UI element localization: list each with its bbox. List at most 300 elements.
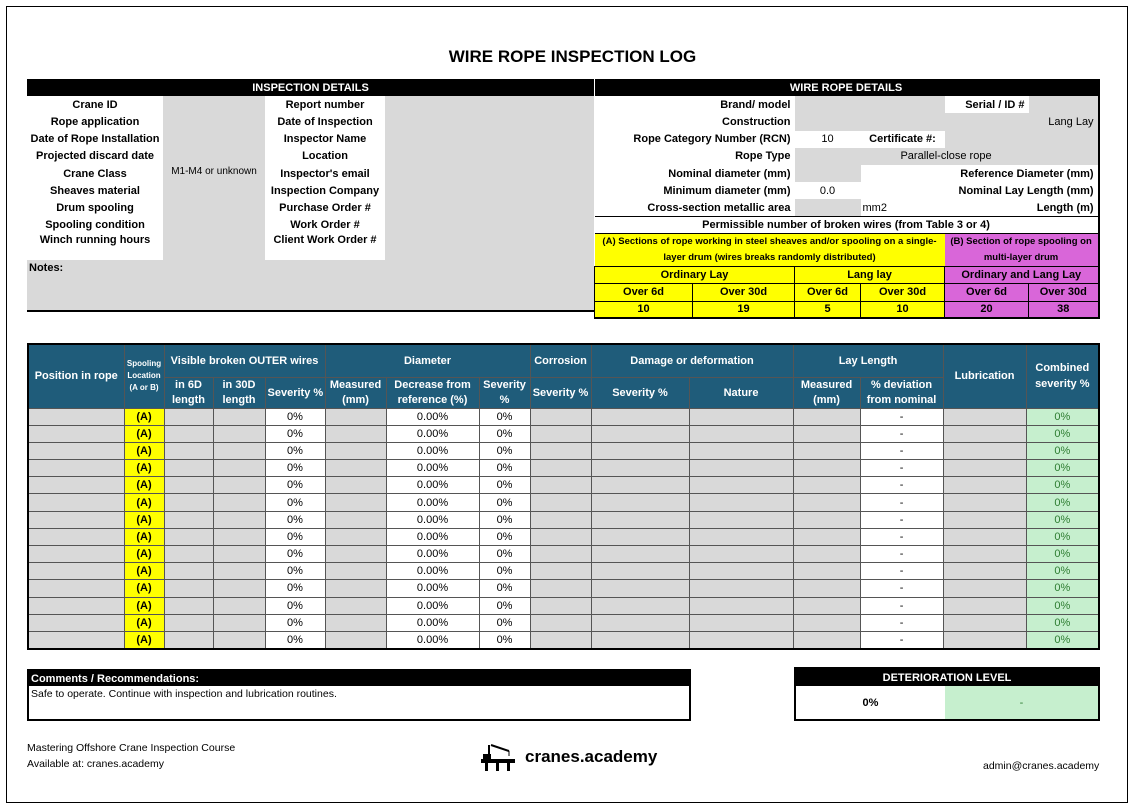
spooling-cell: (A) <box>124 494 164 511</box>
spooling-cell: (A) <box>124 408 164 425</box>
damage-severity-cell[interactable] <box>591 511 689 528</box>
cross-section-unit: mm2 <box>862 201 887 214</box>
crane-class-value: M1-M4 or unknown <box>171 166 257 178</box>
damage-severity-cell[interactable] <box>591 580 689 597</box>
col-corrosion: Corrosion <box>530 344 591 377</box>
inspection-details-table <box>27 79 594 312</box>
position-cell[interactable] <box>28 494 124 511</box>
diameter-severity-cell: 0% <box>479 631 530 648</box>
diameter-severity-cell: 0% <box>479 460 530 477</box>
position-cell[interactable] <box>28 597 124 614</box>
spooling-cell: (A) <box>124 546 164 563</box>
position-cell[interactable] <box>28 528 124 545</box>
label-inspector-name: Inspector Name <box>283 133 367 146</box>
section-b-text: (B) Section of rope spooling on multi-layer drum <box>945 234 1099 267</box>
decrease-cell: 0.00% <box>386 597 479 614</box>
nature-cell[interactable] <box>689 546 793 563</box>
in30d-cell[interactable] <box>213 477 265 494</box>
label-cross-section: Cross-section metallic area <box>647 201 791 214</box>
deterioration-value: 0% <box>862 696 879 709</box>
in6d-cell[interactable] <box>164 597 213 614</box>
col-decrease: Decrease from reference (%) <box>386 377 479 408</box>
measured-diameter-cell[interactable] <box>325 563 386 580</box>
in6d-cell[interactable] <box>164 408 213 425</box>
label-rcn: Rope Category Number (RCN) <box>633 133 791 146</box>
footer-email[interactable]: admin@cranes.academy <box>983 760 1100 772</box>
measured-lay-cell[interactable] <box>793 528 860 545</box>
corrosion-severity-cell[interactable] <box>530 494 591 511</box>
decrease-cell: 0.00% <box>386 563 479 580</box>
footer-brand: cranes.academy <box>525 747 658 766</box>
in6d-cell[interactable] <box>164 546 213 563</box>
spooling-cell: (A) <box>124 477 164 494</box>
nature-cell[interactable] <box>689 511 793 528</box>
label-work-order: Work Order # <box>290 219 360 232</box>
lay-deviation-cell: - <box>860 597 943 614</box>
lang-over6d-label: Over 6d <box>795 284 861 301</box>
diameter-severity-cell: 0% <box>479 494 530 511</box>
page-title: WIRE ROPE INSPECTION LOG <box>448 47 697 66</box>
in30d-cell[interactable] <box>213 408 265 425</box>
decrease-cell: 0.00% <box>386 442 479 459</box>
diameter-severity-cell: 0% <box>479 546 530 563</box>
lubrication-cell[interactable] <box>943 442 1026 459</box>
nominal-diameter-value[interactable] <box>795 165 861 182</box>
measured-lay-cell[interactable] <box>793 408 860 425</box>
col-combined: Combined severity % <box>1026 344 1099 408</box>
corrosion-severity-cell[interactable] <box>530 614 591 631</box>
nature-cell[interactable] <box>689 597 793 614</box>
lay-deviation-cell: - <box>860 408 943 425</box>
broken-severity-cell: 0% <box>265 442 325 459</box>
label-sheaves-material: Sheaves material <box>50 184 140 197</box>
diameter-severity-cell: 0% <box>479 442 530 459</box>
measured-lay-cell[interactable] <box>793 597 860 614</box>
corrosion-severity-cell[interactable] <box>530 597 591 614</box>
position-cell[interactable] <box>28 511 124 528</box>
measured-lay-cell[interactable] <box>793 614 860 631</box>
lang-over6d-value: 5 <box>795 301 861 318</box>
lubrication-cell[interactable] <box>943 563 1026 580</box>
diameter-severity-cell: 0% <box>479 408 530 425</box>
lay-deviation-cell: - <box>860 580 943 597</box>
lubrication-cell[interactable] <box>943 460 1026 477</box>
footer-course <box>27 742 235 770</box>
decrease-cell: 0.00% <box>386 511 479 528</box>
position-cell[interactable] <box>28 442 124 459</box>
comments-text[interactable]: Safe to operate. Continue with inspection and lubrication routines. <box>31 688 337 700</box>
damage-severity-cell[interactable] <box>591 494 689 511</box>
label-serial: Serial / ID # <box>965 98 1025 111</box>
label-drum-spooling: Drum spooling <box>56 201 134 214</box>
lang-lay-header: Lang lay <box>795 267 945 284</box>
measured-diameter-cell[interactable] <box>325 597 386 614</box>
damage-severity-cell[interactable] <box>591 425 689 442</box>
label-construction: Construction <box>722 115 791 128</box>
damage-severity-cell[interactable] <box>591 528 689 545</box>
lang-over30d-label: Over 30d <box>861 284 945 301</box>
col-lay-length: Lay Length <box>793 344 943 377</box>
measured-diameter-cell[interactable] <box>325 546 386 563</box>
table-row <box>28 580 1099 597</box>
spooling-cell: (A) <box>124 631 164 648</box>
ordinary-over6d-label: Over 6d <box>595 284 693 301</box>
col-nature: Nature <box>689 377 793 408</box>
ordinary-lay-header: Ordinary Lay <box>595 267 795 284</box>
in30d-cell[interactable] <box>213 597 265 614</box>
col-lubrication: Lubrication <box>943 344 1026 408</box>
lay-deviation-cell: - <box>860 614 943 631</box>
inspection-details-header: INSPECTION DETAILS <box>27 79 594 96</box>
measured-diameter-cell[interactable] <box>325 460 386 477</box>
corrosion-severity-cell[interactable] <box>530 580 591 597</box>
label-winch-hours: Winch running hours <box>39 233 151 246</box>
in6d-cell[interactable] <box>164 528 213 545</box>
in30d-cell[interactable] <box>213 580 265 597</box>
label-spooling-condition: Spooling condition <box>45 219 145 232</box>
table-row <box>28 511 1099 528</box>
position-cell[interactable] <box>28 580 124 597</box>
measured-lay-cell[interactable] <box>793 425 860 442</box>
measured-lay-cell[interactable] <box>793 460 860 477</box>
broken-severity-cell: 0% <box>265 546 325 563</box>
in6d-cell[interactable] <box>164 631 213 648</box>
lay-deviation-cell: - <box>860 425 943 442</box>
damage-severity-cell[interactable] <box>591 460 689 477</box>
diameter-severity-cell: 0% <box>479 477 530 494</box>
broken-severity-cell: 0% <box>265 494 325 511</box>
measured-diameter-cell[interactable] <box>325 580 386 597</box>
broken-severity-cell: 0% <box>265 408 325 425</box>
in30d-cell[interactable] <box>213 546 265 563</box>
log-rows <box>28 408 1099 649</box>
diameter-severity-cell: 0% <box>479 425 530 442</box>
broken-severity-cell: 0% <box>265 511 325 528</box>
lang-over30d-value: 10 <box>861 301 945 318</box>
left-values-cell[interactable] <box>163 96 265 260</box>
nature-cell[interactable] <box>689 528 793 545</box>
multi-over30d-label: Over 30d <box>1029 284 1099 301</box>
lubrication-cell[interactable] <box>943 597 1026 614</box>
combined-severity-cell: 0% <box>1026 546 1099 563</box>
col-position: Position in rope <box>28 344 124 408</box>
label-certificate: Certificate #: <box>869 133 936 146</box>
decrease-cell: 0.00% <box>386 614 479 631</box>
in6d-cell[interactable] <box>164 425 213 442</box>
col-measured-diameter: Measured (mm) <box>325 377 386 408</box>
label-nominal-diameter: Nominal diameter (mm) <box>668 167 791 180</box>
position-cell[interactable] <box>28 631 124 648</box>
col-diameter-severity: Severity % <box>479 377 530 408</box>
damage-severity-cell[interactable] <box>591 631 689 648</box>
certificate-value[interactable] <box>945 131 1099 148</box>
lay-deviation-cell: - <box>860 460 943 477</box>
label-reference-diameter: Reference Diameter (mm) <box>960 167 1094 180</box>
corrosion-severity-cell[interactable] <box>530 563 591 580</box>
decrease-cell: 0.00% <box>386 494 479 511</box>
construction-value[interactable]: Lang Lay <box>795 113 1099 130</box>
measured-lay-cell[interactable] <box>793 580 860 597</box>
in6d-cell[interactable] <box>164 442 213 459</box>
broken-severity-cell: 0% <box>265 563 325 580</box>
in30d-cell[interactable] <box>213 442 265 459</box>
in6d-cell[interactable] <box>164 614 213 631</box>
broken-severity-cell: 0% <box>265 460 325 477</box>
inspection-log-sheet <box>6 6 1128 803</box>
spooling-cell: (A) <box>124 563 164 580</box>
label-inspection-company: Inspection Company <box>270 184 380 197</box>
combined-severity-cell: 0% <box>1026 614 1099 631</box>
in6d-cell[interactable] <box>164 511 213 528</box>
in6d-cell[interactable] <box>164 563 213 580</box>
in30d-cell[interactable] <box>213 425 265 442</box>
combined-severity-cell: 0% <box>1026 580 1099 597</box>
deterioration-level: - <box>945 686 1099 720</box>
notes-field[interactable] <box>27 260 594 311</box>
measured-diameter-cell[interactable] <box>325 477 386 494</box>
broken-severity-cell: 0% <box>265 631 325 648</box>
nature-cell[interactable] <box>689 408 793 425</box>
diameter-severity-cell: 0% <box>479 597 530 614</box>
table-row <box>28 528 1099 545</box>
notes-label: Notes: <box>29 261 64 274</box>
label-installation-date: Date of Rope Installation <box>30 133 160 146</box>
position-cell[interactable] <box>28 546 124 563</box>
label-discard-date: Projected discard date <box>36 150 154 163</box>
inspection-log-table <box>27 343 1100 650</box>
in30d-cell[interactable] <box>213 511 265 528</box>
footer-logo <box>479 743 657 771</box>
lubrication-cell[interactable] <box>943 408 1026 425</box>
measured-lay-cell[interactable] <box>793 631 860 648</box>
decrease-cell: 0.00% <box>386 477 479 494</box>
position-cell[interactable] <box>28 614 124 631</box>
label-purchase-order: Purchase Order # <box>279 201 371 214</box>
measured-lay-cell[interactable] <box>793 494 860 511</box>
table-row <box>28 460 1099 477</box>
decrease-cell: 0.00% <box>386 546 479 563</box>
lubrication-cell[interactable] <box>943 511 1026 528</box>
nature-cell[interactable] <box>689 614 793 631</box>
combined-severity-cell: 0% <box>1026 511 1099 528</box>
permissible-title: Permissible number of broken wires (from Table 3 or 4) <box>595 217 1099 234</box>
crane-rig-icon <box>479 743 517 771</box>
lubrication-cell[interactable] <box>943 580 1026 597</box>
spooling-cell: (A) <box>124 442 164 459</box>
multi-over6d-label: Over 6d <box>945 284 1029 301</box>
label-location: Location <box>302 150 348 163</box>
diameter-severity-cell: 0% <box>479 580 530 597</box>
position-cell[interactable] <box>28 408 124 425</box>
wire-rope-details-header: WIRE ROPE DETAILS <box>595 79 1099 96</box>
serial-value[interactable] <box>1029 96 1099 113</box>
measured-diameter-cell[interactable] <box>325 631 386 648</box>
spooling-cell: (A) <box>124 460 164 477</box>
section-a-text: (A) Sections of rope working in steel sheaves and/or spooling on a single-layer drum (wires breaks randomly distributed) <box>595 234 945 267</box>
measured-diameter-cell[interactable] <box>325 528 386 545</box>
nature-cell[interactable] <box>689 442 793 459</box>
label-date-inspection: Date of Inspection <box>277 115 373 128</box>
deterioration-box <box>794 667 1100 721</box>
table-row <box>28 477 1099 494</box>
damage-severity-cell[interactable] <box>591 442 689 459</box>
position-cell[interactable] <box>28 477 124 494</box>
damage-severity-cell[interactable] <box>591 563 689 580</box>
lubrication-cell[interactable] <box>943 425 1026 442</box>
col-in30d: in 30D length <box>213 377 265 408</box>
position-cell[interactable] <box>28 425 124 442</box>
combined-severity-cell: 0% <box>1026 408 1099 425</box>
in30d-cell[interactable] <box>213 528 265 545</box>
nature-cell[interactable] <box>689 477 793 494</box>
combined-severity-cell: 0% <box>1026 425 1099 442</box>
brand-value[interactable] <box>795 96 945 113</box>
combined-severity-cell: 0% <box>1026 494 1099 511</box>
rcn-value[interactable]: 10 <box>821 133 834 146</box>
diameter-severity-cell: 0% <box>479 563 530 580</box>
damage-severity-cell[interactable] <box>591 597 689 614</box>
nature-cell[interactable] <box>689 631 793 648</box>
col-damage: Damage or deformation <box>591 344 793 377</box>
decrease-cell: 0.00% <box>386 580 479 597</box>
corrosion-severity-cell[interactable] <box>530 546 591 563</box>
col-in6d: in 6D length <box>164 377 213 408</box>
label-length: Length (m) <box>1036 201 1094 214</box>
nature-cell[interactable] <box>689 494 793 511</box>
table-row <box>28 442 1099 459</box>
lubrication-cell[interactable] <box>943 546 1026 563</box>
table-row <box>28 408 1099 425</box>
broken-severity-cell: 0% <box>265 597 325 614</box>
lubrication-cell[interactable] <box>943 494 1026 511</box>
nature-cell[interactable] <box>689 580 793 597</box>
in6d-cell[interactable] <box>164 477 213 494</box>
minimum-diameter-value[interactable]: 0.0 <box>819 184 836 197</box>
table-row <box>28 631 1099 648</box>
measured-lay-cell[interactable] <box>793 563 860 580</box>
multi-over6d-value: 20 <box>945 301 1029 318</box>
lubrication-cell[interactable] <box>943 477 1026 494</box>
label-report-number: Report number <box>285 98 365 111</box>
wire-rope-details-table <box>594 79 1100 319</box>
cross-section-value[interactable] <box>795 199 861 216</box>
nature-cell[interactable] <box>689 425 793 442</box>
combined-severity-cell: 0% <box>1026 528 1099 545</box>
in30d-cell[interactable] <box>213 563 265 580</box>
table-row <box>28 425 1099 442</box>
lay-deviation-cell: - <box>860 477 943 494</box>
in6d-cell[interactable] <box>164 460 213 477</box>
lay-deviation-cell: - <box>860 631 943 648</box>
col-broken-wires: Visible broken OUTER wires <box>164 344 325 377</box>
measured-diameter-cell[interactable] <box>325 511 386 528</box>
nature-cell[interactable] <box>689 563 793 580</box>
decrease-cell: 0.00% <box>386 631 479 648</box>
corrosion-severity-cell[interactable] <box>530 425 591 442</box>
position-cell[interactable] <box>28 563 124 580</box>
measured-diameter-cell[interactable] <box>325 408 386 425</box>
label-crane-class: Crane Class <box>63 167 127 180</box>
corrosion-severity-cell[interactable] <box>530 511 591 528</box>
measured-lay-cell[interactable] <box>793 477 860 494</box>
nature-cell[interactable] <box>689 460 793 477</box>
measured-lay-cell[interactable] <box>793 511 860 528</box>
corrosion-severity-cell[interactable] <box>530 408 591 425</box>
col-corrosion-severity: Severity % <box>530 377 591 408</box>
position-cell[interactable] <box>28 460 124 477</box>
ordinary-over6d-value: 10 <box>595 301 693 318</box>
table-row <box>28 494 1099 511</box>
lay-deviation-cell: - <box>860 528 943 545</box>
table-row <box>28 614 1099 631</box>
lubrication-cell[interactable] <box>943 631 1026 648</box>
in6d-cell[interactable] <box>164 580 213 597</box>
combined-severity-cell: 0% <box>1026 460 1099 477</box>
mid-values-cell[interactable] <box>385 96 594 260</box>
lubrication-cell[interactable] <box>943 528 1026 545</box>
measured-diameter-cell[interactable] <box>325 442 386 459</box>
measured-lay-cell[interactable] <box>793 442 860 459</box>
in30d-cell[interactable] <box>213 494 265 511</box>
corrosion-severity-cell[interactable] <box>530 477 591 494</box>
in30d-cell[interactable] <box>213 460 265 477</box>
lubrication-cell[interactable] <box>943 614 1026 631</box>
in6d-cell[interactable] <box>164 494 213 511</box>
decrease-cell: 0.00% <box>386 425 479 442</box>
table-row <box>28 546 1099 563</box>
in30d-cell[interactable] <box>213 631 265 648</box>
ordinary-over30d-label: Over 30d <box>693 284 795 301</box>
col-spooling: Spooling Location (A or B) <box>124 344 164 408</box>
corrosion-severity-cell[interactable] <box>530 528 591 545</box>
corrosion-severity-cell[interactable] <box>530 460 591 477</box>
measured-diameter-cell[interactable] <box>325 494 386 511</box>
combined-severity-cell: 0% <box>1026 442 1099 459</box>
table-row <box>28 597 1099 614</box>
label-brand: Brand/ model <box>720 98 791 111</box>
col-measured-lay: Measured (mm) <box>793 377 860 408</box>
lay-deviation-cell: - <box>860 494 943 511</box>
corrosion-severity-cell[interactable] <box>530 631 591 648</box>
damage-severity-cell[interactable] <box>591 408 689 425</box>
col-broken-severity: Severity % <box>265 377 325 408</box>
combined-severity-cell: 0% <box>1026 563 1099 580</box>
in30d-cell[interactable] <box>213 614 265 631</box>
ordinary-lang-header: Ordinary and Lang Lay <box>945 267 1099 284</box>
footer-line2: Available at: cranes.academy <box>27 758 164 770</box>
damage-severity-cell[interactable] <box>591 614 689 631</box>
col-diameter: Diameter <box>325 344 530 377</box>
decrease-cell: 0.00% <box>386 460 479 477</box>
measured-lay-cell[interactable] <box>793 546 860 563</box>
spooling-cell: (A) <box>124 425 164 442</box>
diameter-severity-cell: 0% <box>479 511 530 528</box>
comments-label: Comments / Recommendations: <box>28 670 690 686</box>
measured-diameter-cell[interactable] <box>325 425 386 442</box>
lay-deviation-cell: - <box>860 442 943 459</box>
rope-type-value[interactable]: Parallel-close rope <box>795 148 1099 165</box>
deterioration-label: DETERIORATION LEVEL <box>795 668 1099 686</box>
table-row <box>28 563 1099 580</box>
damage-severity-cell[interactable] <box>591 477 689 494</box>
lay-deviation-cell: - <box>860 563 943 580</box>
measured-diameter-cell[interactable] <box>325 614 386 631</box>
decrease-cell: 0.00% <box>386 408 479 425</box>
combined-severity-cell: 0% <box>1026 631 1099 648</box>
broken-severity-cell: 0% <box>265 614 325 631</box>
corrosion-severity-cell[interactable] <box>530 442 591 459</box>
damage-severity-cell[interactable] <box>591 546 689 563</box>
